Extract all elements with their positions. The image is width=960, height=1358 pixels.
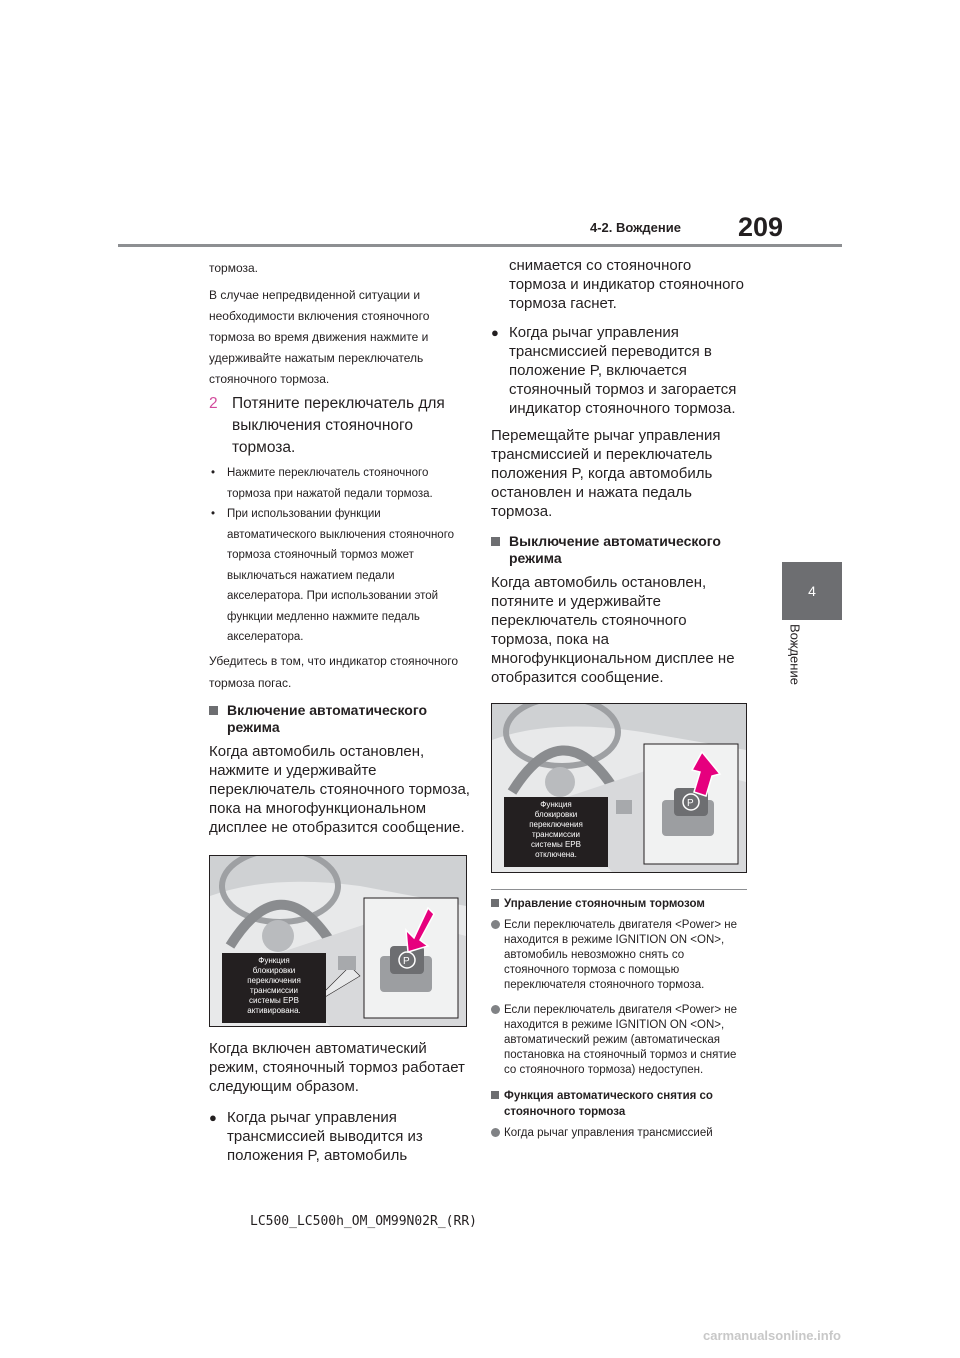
subheading-enable-auto: [209, 702, 471, 736]
display-message: Функция блокировки переключения трансмиссии системы EPB отключена.: [504, 797, 608, 867]
bullet-item: [209, 463, 471, 504]
continued-text: [491, 256, 749, 313]
note-item: [491, 1003, 749, 1078]
section-title: 4-2. Вождение: [590, 220, 681, 235]
circle-bullet-icon: [491, 1126, 504, 1142]
bullet-dot: •: [211, 508, 216, 520]
note-heading-text: Управление стояночным тормозом: [504, 898, 705, 910]
step-number: 2: [209, 395, 218, 412]
note-heading: [491, 896, 749, 912]
header-rule: [118, 244, 842, 247]
note-text: Когда рычаг управления трансмиссией: [504, 1127, 713, 1139]
bullet-text: Нажмите переключатель стояночного тормоза при нажатой педали тормоза.: [227, 467, 433, 500]
chapter-label-wrap: [784, 624, 806, 698]
bullet-item: [491, 323, 749, 418]
illustration-disable: [491, 703, 747, 873]
subheading-disable-auto: [491, 533, 749, 567]
bullet-text: снимается со стояночного тормоза и индикатор стояночного тормоза гаснет.: [509, 257, 744, 312]
paragraph: Когда автомобиль остановлен, потяните и удерживайте переключатель стояночного тормоза, пока на многофункциональном дисплее не отобразится сообщение.: [491, 574, 735, 686]
illustration-enable: [209, 855, 467, 1027]
square-marker-icon: [209, 702, 227, 736]
note-item: [491, 918, 749, 993]
paragraph: Когда включен автоматический режим, стояночный тормоз работает следующим образом.: [209, 1039, 465, 1095]
circle-bullet-icon: [491, 918, 504, 993]
square-marker-icon: [491, 896, 504, 912]
paragraph: Когда автомобиль остановлен, нажмите и удерживайте переключатель стояночного тормоза, пока на многофункциональном дисплее не отобразится сообщение.: [209, 742, 470, 836]
note-item: [491, 1126, 749, 1142]
step-text: Потяните переключатель для выключения стояночного тормоза.: [232, 395, 445, 456]
square-marker-icon: [491, 533, 509, 567]
paragraph: Убедитесь в том, что индикатор стояночного тормоза погас.: [209, 653, 459, 690]
chapter-tab: [782, 562, 842, 620]
paragraph: тормоза.: [209, 261, 259, 275]
indent-spacer: [491, 256, 509, 313]
note-text: Если переключатель двигателя <Power> не находится в режиме IGNITION ON <ON>, автомобиль невозможно снять со стояночного тормоза с помощью переключателя стояночного тормоза.: [504, 919, 738, 991]
chapter-label: Вождение: [787, 624, 803, 685]
bullet-text: Когда рычаг управления трансмиссией переводится в положение P, включается стояночный тормоз и загорается индикатор стояночного тормоза.: [509, 324, 737, 417]
notes-separator: [491, 889, 747, 890]
bullet-dot: •: [211, 467, 216, 479]
circle-bullet-icon: [491, 1003, 504, 1078]
subheading-text: Включение автоматического режима: [227, 701, 428, 735]
page-number: 209: [738, 212, 784, 242]
bullet-dot: ●: [491, 325, 499, 340]
step-2: [209, 393, 471, 459]
watermark: carmanualsonline.info: [703, 1328, 841, 1343]
chapter-number: 4: [808, 583, 816, 599]
bullet-text: При использовании функции автоматического выключения стояночного тормоза стояночный тормоз может выключаться нажатием педали акселератора. При использовании этой функции медленно нажмите педаль акселератора.: [227, 508, 455, 643]
note-heading: [491, 1088, 749, 1120]
paragraph: Перемещайте рычаг управления трансмиссией и переключатель положения P, когда автомобиль остановлен и нажата педаль тормоза.: [491, 427, 721, 520]
paragraph: В случае непредвиденной ситуации и необходимости включения стояночного тормоза во время движения нажмите и удерживайте нажатым переключатель стояночного тормоза.: [209, 288, 430, 386]
left-column: [209, 257, 471, 1171]
note-heading-text: Функция автоматического снятия со стояночного тормоза: [504, 1090, 713, 1118]
note-text: Если переключатель двигателя <Power> не находится в режиме IGNITION ON <ON>, автоматический режим (автоматическая постановка на стояночный тормоз и снятие со стояночного тормоза) недоступен.: [504, 1004, 738, 1076]
bullet-item: [209, 504, 471, 648]
bullet-text: Когда рычаг управления трансмиссией выводится из положения P, автомобиль: [227, 1108, 423, 1164]
right-column: [491, 256, 749, 1148]
bullet-item: [209, 1108, 471, 1165]
square-marker-icon: [491, 1088, 504, 1120]
svg-text:P: P: [403, 955, 410, 967]
display-message: Функция блокировки переключения трансмиссии системы EPB активирована.: [222, 953, 326, 1023]
svg-text:P: P: [687, 798, 694, 809]
document-code: LC500_LC500h_OM_OM99N02R_(RR): [250, 1214, 477, 1229]
subheading-text: Выключение автоматического режима: [509, 533, 721, 566]
bullet-dot: ●: [209, 1109, 217, 1125]
